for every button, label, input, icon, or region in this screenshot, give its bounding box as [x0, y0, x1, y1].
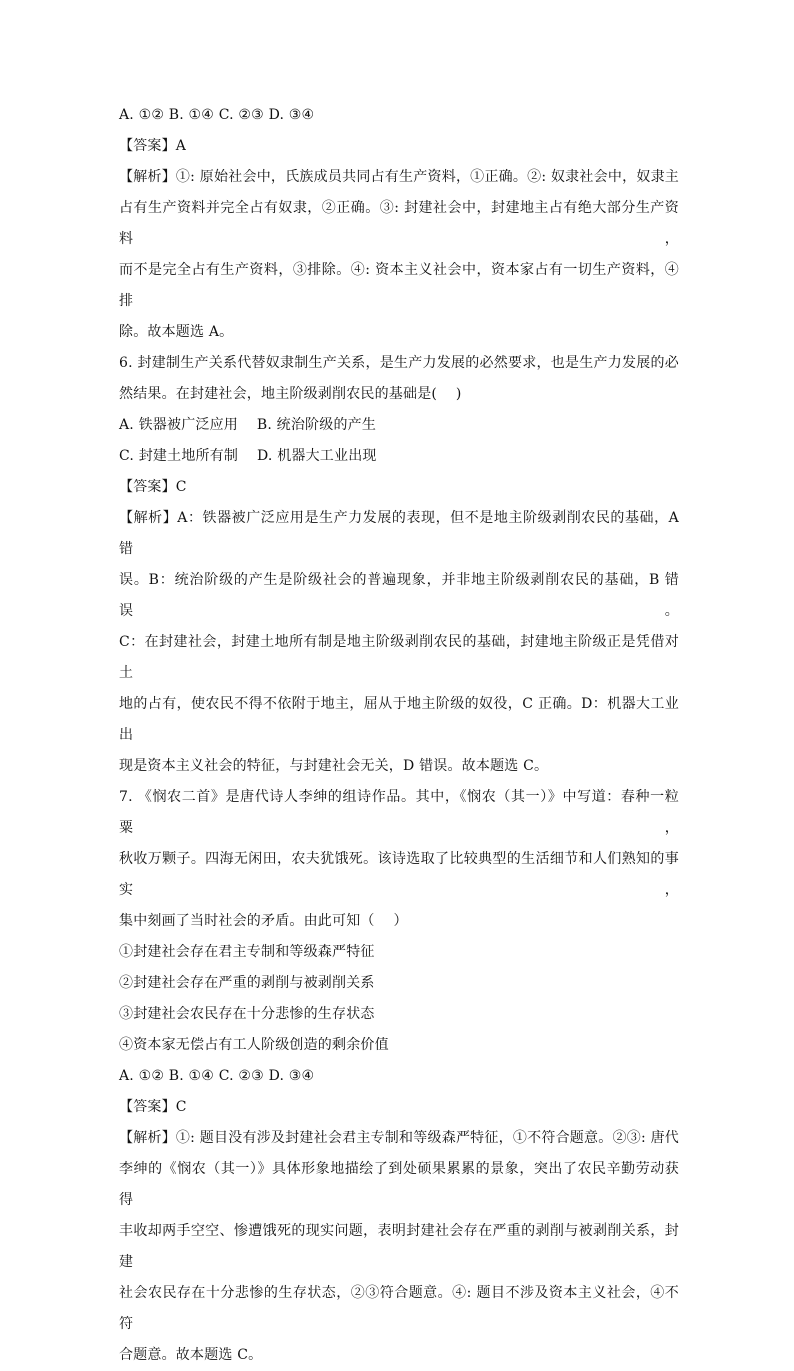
q7-answer: 【答案】C: [119, 1099, 187, 1115]
q7-statement: ③封建社会农民存在十分悲惨的生存状态: [119, 1006, 375, 1022]
q6-explanation-line: 【解析】A：铁器被广泛应用是生产力发展的表现，但不是地主阶级剥削农民的基础，A 错: [119, 510, 679, 557]
q7-explanation-line: 合题意。故本题选 C。: [119, 1347, 263, 1363]
q6-explanation-line: C：在封建社会，封建土地所有制是地主阶级剥削农民的基础，封建地主阶级正是凭借对土: [119, 634, 679, 681]
q6-explanation-line: 地的占有，使农民不得不依附于地主，屈从于地主阶级的奴役，C 正确。D：机器大工业出: [119, 696, 679, 743]
q5-explanation-line: 占有生产资料并完全占有奴隶，②正确。③: 封建社会中，封建地主占有绝大部分生产资料，: [119, 200, 679, 247]
q5-answer: 【答案】A: [119, 138, 187, 154]
q5-explanation-line: 而不是完全占有生产资料，③排除。④: 资本主义社会中，资本家占有一切生产资料，④排: [119, 262, 679, 309]
q5-options: A. ①② B. ①④ C. ②③ D. ③④: [119, 107, 315, 123]
q7-statement: ①封建社会存在君主专制和等级森严特征: [119, 944, 375, 960]
q7-stem-line: 集中刻画了当时社会的矛盾。由此可知（ ）: [119, 913, 408, 929]
q5-explanation-line: 【解析】①: 原始社会中，氏族成员共同占有生产资料，①正确。②: 奴隶社会中，奴隶主: [119, 169, 679, 185]
q7-options: A. ①② B. ①④ C. ②③ D. ③④: [119, 1068, 315, 1084]
document-body: [119, 100, 679, 1371]
q6-answer: 【答案】C: [119, 479, 187, 495]
q5-explanation-line: 除。故本题选 A。: [119, 324, 234, 340]
q7-stem-line: 秋收万颗子。四海无闲田，农夫犹饿死。该诗选取了比较典型的生活细节和人们熟知的事实，: [119, 851, 679, 898]
q6-options: A. 铁器被广泛应用 B. 统治阶级的产生: [119, 417, 377, 433]
q6-stem-line: 然结果。在封建社会，地主阶级剥削农民的基础是( ): [119, 386, 462, 402]
q7-explanation-line: 丰收却两手空空、惨遭饿死的现实问题，表明封建社会存在严重的剥削与被剥削关系，封建: [119, 1223, 679, 1270]
q6-explanation-line: 误。B：统治阶级的产生是阶级社会的普遍现象，并非地主阶级剥削农民的基础，B 错误。: [119, 572, 679, 619]
q6-explanation-line: 现是资本主义社会的特征，与封建社会无关，D 错误。故本题选 C。: [119, 758, 549, 774]
q7-explanation-line: 社会农民存在十分悲惨的生存状态，②③符合题意。④: 题目不涉及资本主义社会，④不符: [119, 1285, 679, 1332]
q7-statement: ②封建社会存在严重的剥削与被剥削关系: [119, 975, 375, 991]
q7-explanation-line: 李绅的《悯农（其一）》具体形象地描绘了到处硕果累累的景象，突出了农民辛勤劳动获得: [119, 1161, 679, 1208]
q7-statement: ④资本家无偿占有工人阶级创造的剩余价值: [119, 1037, 389, 1053]
q7-explanation-line: 【解析】①: 题目没有涉及封建社会君主专制和等级森严特征，①不符合题意。②③: 唐代: [119, 1130, 679, 1146]
q7-stem-line: 7. 《悯农二首》是唐代诗人李绅的组诗作品。其中，《悯农（其一）》中写道：春种一粒粟，: [119, 789, 679, 836]
q6-options: C. 封建土地所有制 D. 机器大工业出现: [119, 448, 377, 464]
q6-stem-line: 6. 封建制生产关系代替奴隶制生产关系，是生产力发展的必然要求，也是生产力发展的必: [119, 355, 679, 371]
